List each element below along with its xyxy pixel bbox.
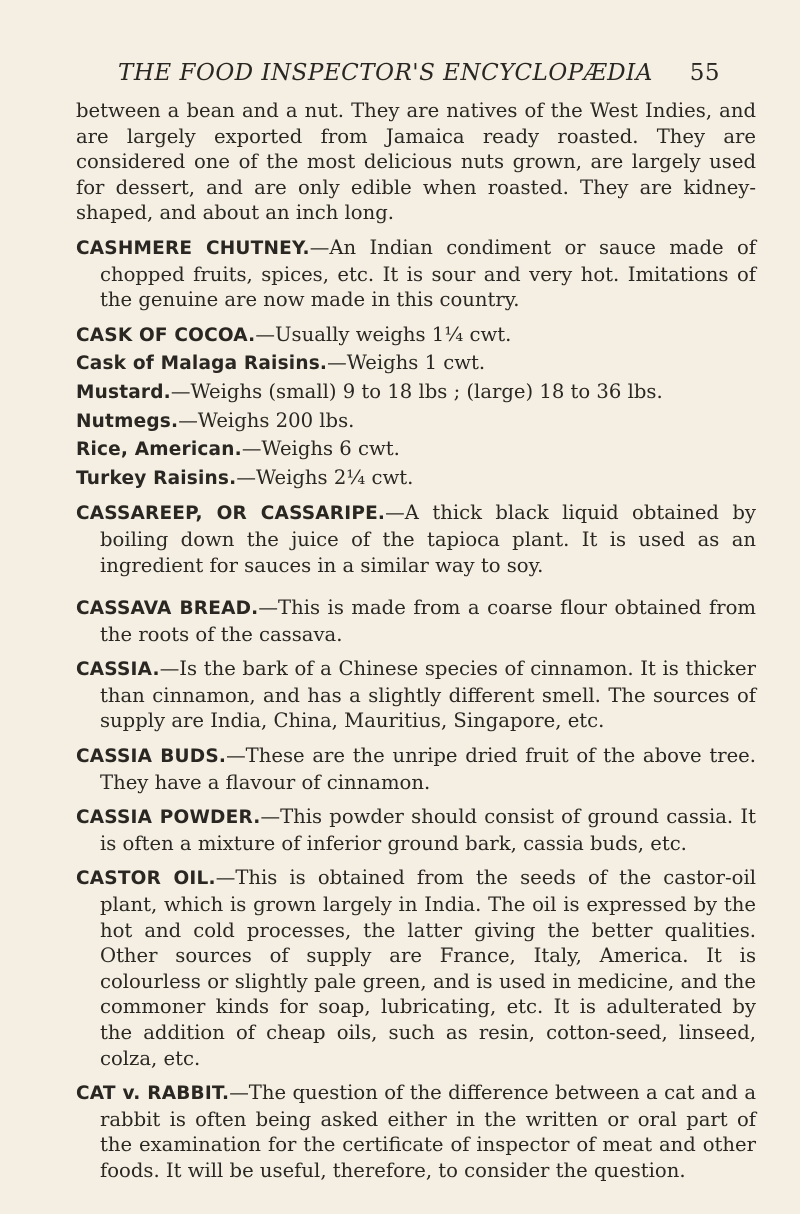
entry-text: —This is made from a coarse flour obtained from the roots of the cassava. — [100, 596, 756, 646]
entry-cassia-powder — [76, 804, 756, 856]
entry-term: Mustard. — [76, 381, 171, 403]
entry-cassava-bread — [76, 595, 756, 647]
entry-cassia-buds — [76, 743, 756, 795]
entry-term: CASSIA. — [76, 659, 160, 681]
entry-term: CASTOR OIL. — [76, 868, 216, 890]
entry-term: CASSIA BUDS. — [76, 746, 227, 768]
entry-term: CASSAREEP, OR CASSARIPE. — [76, 503, 386, 525]
entry-term: Cask of Malaga Raisins. — [76, 353, 328, 375]
entry-term: CASSIA POWDER. — [76, 807, 261, 829]
entry-continuation — [76, 98, 756, 226]
entry-text: —Weighs 6 cwt. — [241, 437, 400, 461]
entry-castor-oil — [76, 865, 756, 1071]
spacer — [76, 587, 756, 595]
entry-mustard — [76, 379, 756, 406]
entry-text: —This powder should consist of ground cassia. It is often a mixture of inferior ground bark, cassia buds, etc. — [100, 805, 756, 855]
entry-text: —Weighs (small) 9 to 18 lbs ; (large) 18 to 36 lbs. — [170, 379, 663, 403]
entry-text: —Weighs 200 lbs. — [178, 408, 355, 432]
entry-term: Rice, American. — [76, 439, 242, 461]
entry-text: —Weighs 2¼ cwt. — [236, 465, 414, 489]
entry-text: —The question of the difference between a cat and a rabbit is often being asked either in the written or oral part of the examination for the certificate of inspector of meat and other foods. It will be useful, therefore, to consider the question. — [100, 1081, 757, 1182]
entry-nutmegs — [76, 408, 756, 435]
entry-term: Nutmegs. — [76, 410, 179, 432]
entry-text: —Is the bark of a Chinese species of cinnamon. It is thicker than cinnamon, and has a slightly different smell. The sources of supply are India, China, Mauritius, Singapore, etc. — [100, 657, 756, 733]
entry-text: —A thick black liquid obtained by boiling down the juice of the tapioca plant. It is used as an ingredient for sauces in a similar way to soy. — [100, 501, 756, 577]
entry-text: between a bean and a nut. They are natives of the West Indies, and are largely exported from Jamaica ready roasted. They are considered one of the most delicious nuts grown, are largely used for dessert, and are only edible when roasted. They are kidney-shaped, and about an inch long. — [76, 99, 756, 225]
entry-cat-v-rabbit — [76, 1080, 756, 1183]
entry-term: CASHMERE CHUTNEY. — [76, 237, 310, 259]
running-title: THE FOOD INSPECTOR'S ENCYCLOPÆDIA — [118, 60, 653, 86]
running-head — [118, 60, 720, 94]
entry-text: —Usually weighs 1¼ cwt. — [255, 322, 512, 346]
body-text — [76, 98, 756, 1193]
entry-turkey-raisins — [76, 465, 756, 492]
entry-cashmere-chutney — [76, 235, 756, 313]
entry-cassareep — [76, 500, 756, 578]
entry-text: —An Indian condiment or sauce made of chopped fruits, spices, etc. It is sour and very hot. Imitations of the genuine are now made in this country. — [100, 235, 756, 312]
entry-cask-malaga-raisins — [76, 350, 756, 377]
entry-text: —Weighs 1 cwt. — [327, 351, 486, 375]
entry-term: CASSAVA BREAD. — [76, 598, 259, 620]
entry-term: CAT v. RABBIT. — [76, 1083, 230, 1105]
entry-rice-american — [76, 436, 756, 463]
page-number: 55 — [689, 60, 720, 86]
entry-text: —This is obtained from the seeds of the castor-oil plant, which is grown largely in India. The oil is expressed by the hot and cold processes, the latter giving the better qualities. Other sources of supply are France, Italy, America. It is colourless or slightly pale green, and is used in medicine, and the commoner kinds for soap, lubricating, etc. It is adulterated by the addition of cheap oils, such as resin, cotton-seed, linseed, colza, etc. — [100, 866, 756, 1070]
entry-term: CASK OF COCOA. — [76, 324, 256, 346]
entry-cassia — [76, 656, 756, 734]
entry-term: Turkey Raisins. — [76, 467, 237, 489]
entry-cask-of-cocoa — [76, 322, 756, 349]
entry-text: —These are the unripe dried fruit of the above tree. They have a flavour of cinnamon. — [100, 744, 756, 794]
